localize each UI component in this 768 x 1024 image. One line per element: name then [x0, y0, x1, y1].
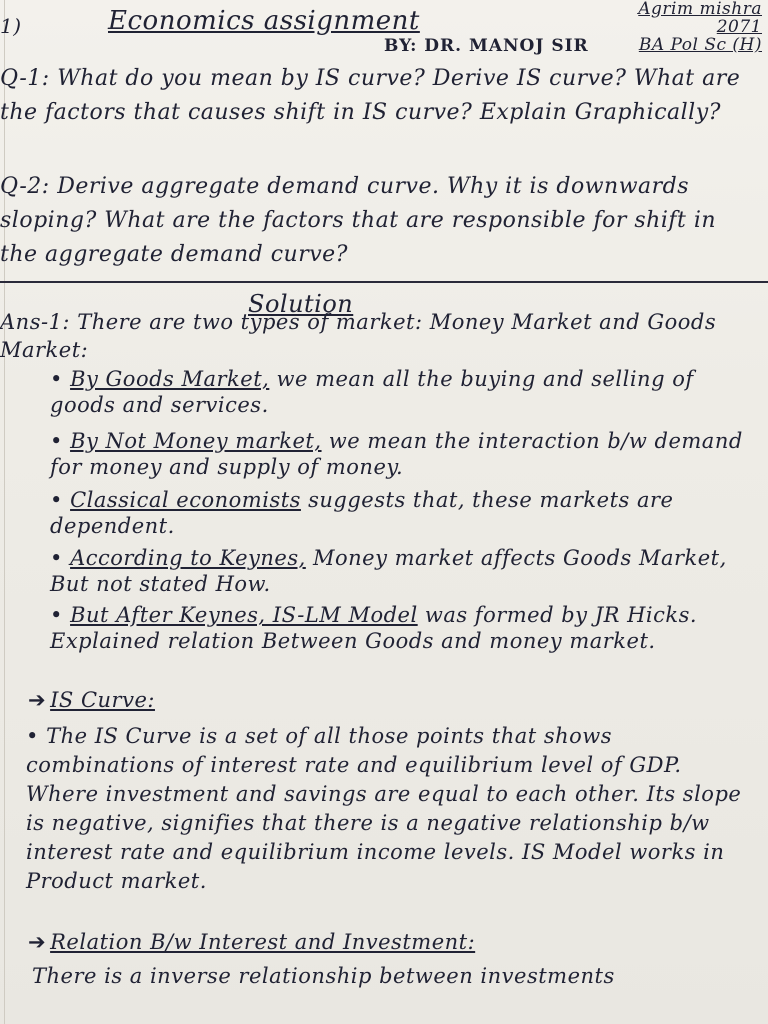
question-1-label: Q-1: — [0, 66, 50, 91]
student-course: BA Pol Sc (H) — [638, 35, 762, 55]
relation-heading-text: Relation B/w Interest and Investment: — [50, 930, 476, 954]
answer-1-intro-text: There are two types of market: Money Market and Goods Market: — [0, 310, 717, 362]
bullet-keynes: • According to Keynes, Money market affects Goods Market, But not stated How. — [50, 546, 727, 596]
is-curve-heading-text: IS Curve: — [50, 688, 155, 712]
assignment-title: Economics assignment — [108, 6, 420, 36]
arrow-right-icon: ➔ — [28, 688, 47, 712]
answer-1-label: Ans-1: — [0, 310, 70, 334]
question-number: 1) — [0, 14, 22, 38]
bullet-5-lead: But After Keynes, IS-LM Model — [70, 603, 418, 627]
answer-1-intro — [0, 308, 760, 364]
arrow-right-icon: ➔ — [28, 930, 47, 954]
is-curve-heading — [28, 688, 155, 712]
bullet-3-lead: Classical economists — [70, 488, 301, 512]
bullet-4-text: Money market affects Goods Market, But not stated How. — [50, 546, 727, 596]
page-margin-line — [4, 0, 5, 1024]
solution-title: Solution — [248, 290, 354, 318]
bullet-1-lead: By Goods Market, — [70, 367, 270, 391]
bullet-money-market: • By Not Money market, we mean the interaction b/w demand for money and supply of money. — [50, 429, 743, 479]
bullet-5-text: was formed by JR Hicks. Explained relation Between Goods and money market. — [50, 603, 698, 653]
bullet-classical-economists: • Classical economists suggests that, these markets are dependent. — [50, 488, 674, 538]
student-info — [638, 0, 762, 54]
question-2-label: Q-2: — [0, 174, 50, 199]
relation-text: There is a inverse relationship between investments — [32, 964, 615, 988]
bullet-goods-market: • By Goods Market, we mean all the buying and selling of goods and services. — [50, 367, 694, 417]
question-2 — [0, 170, 760, 272]
bullet-1-text: we mean all the buying and selling of goods and services. — [50, 367, 694, 417]
question-1-text: What do you mean by IS curve? Derive IS curve? What are the factors that causes shift in IS curve? Explain Graphically? — [0, 66, 741, 125]
question-2-text: Derive aggregate demand curve. Why it is downwards sloping? What are the factors that are responsible for shift in the aggregate demand curve? — [0, 174, 717, 267]
assignment-byline: BY: DR. MANOJ SIR — [384, 36, 589, 56]
student-name: Agrim mishra — [638, 0, 762, 19]
bullet-3-text: suggests that, these markets are dependent. — [50, 488, 674, 538]
student-year: 2071 — [716, 17, 762, 37]
question-1 — [0, 62, 760, 130]
bullet-4-lead: According to Keynes, — [70, 546, 306, 570]
relation-heading — [28, 930, 475, 954]
bullet-is-lm-model: • But After Keynes, IS-LM Model was formed by JR Hicks. Explained relation Between Goods and money market. — [50, 603, 698, 653]
section-divider — [0, 281, 768, 283]
is-curve-paragraph-text: The IS Curve is a set of all those points that shows combinations of interest rate and equilibrium level of GDP. Where investment and savings are equal to each other. Its slope is negative, signifies that there is a negative relationship b/w interest rate and equilibrium income levels. IS Model works in Product market. — [26, 724, 742, 893]
is-curve-paragraph: • The IS Curve is a set of all those points that shows combinations of interest rate and equilibrium level of GDP. Where investment and savings are equal to each other. Its slope is negative, signifies that there is a negative relationship b/w interest rate and equilibrium income levels. IS Model works in Product market. — [26, 724, 742, 893]
bullet-2-text: we mean the interaction b/w demand for money and supply of money. — [50, 429, 743, 479]
bullet-2-lead: By Not Money market, — [70, 429, 322, 453]
